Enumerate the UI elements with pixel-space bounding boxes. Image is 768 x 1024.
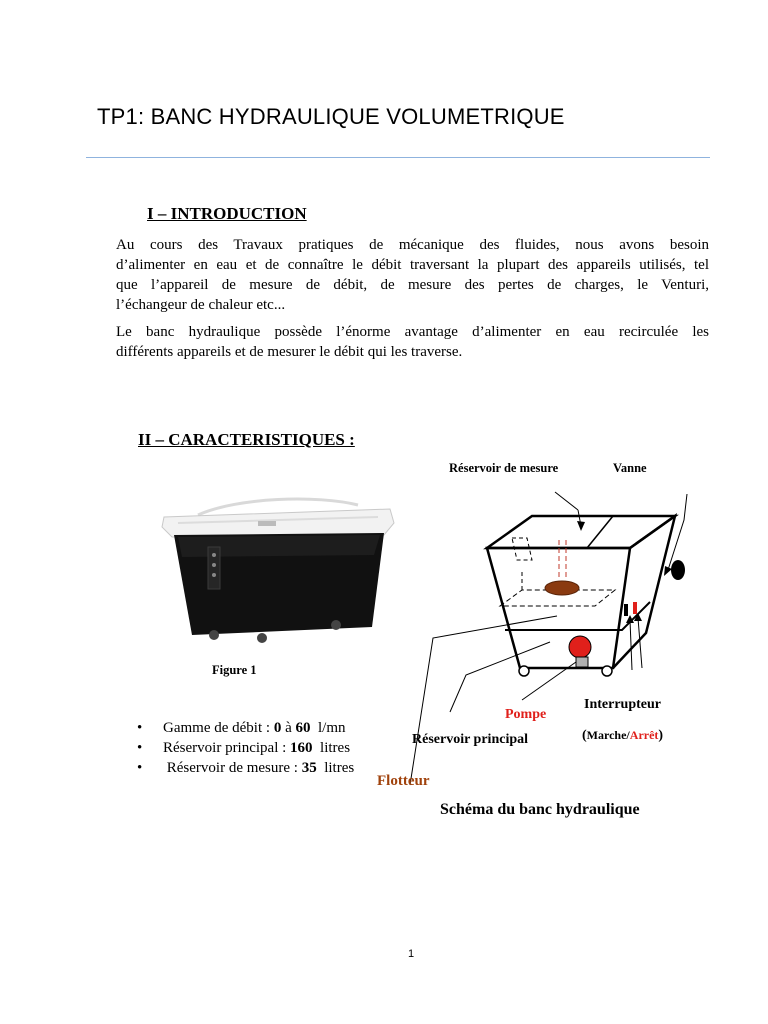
label-flotteur: Flotteur [377,773,430,789]
text-line: d’alimenter en eau et de connaître le débit traversant la plupart des appareils utilisés, tel [116,257,709,273]
list-item: • Gamme de débit : 0 à 60 l/mn [137,720,346,736]
page-title: TP1: BANC HYDRAULIQUE VOLUMETRIQUE [97,104,565,129]
bench-photo [158,495,398,647]
text-line: que l’appareil de mesure de débit, de mesure des pertes de charges, le Venturi, [116,277,709,293]
section-heading-caracteristiques: II – CARACTERISTIQUES : [138,430,355,449]
label-reservoir-mesure: Réservoir de mesure [449,461,559,475]
text-line: différents appareils et de mesurer le débit qui les traverse. [116,344,463,360]
bullet-icon: • [137,740,143,756]
intro-paragraph-1 [116,235,709,315]
hydraulic-bench-schema [400,480,720,800]
figure-caption: Figure 1 [212,663,257,677]
bullet-icon: • [137,760,143,776]
section-heading-introduction: I – INTRODUCTION [147,204,307,223]
schema-caption: Schéma du banc hydraulique [440,801,640,818]
title-divider [86,157,710,158]
text-line: l’échangeur de chaleur etc... [116,297,286,313]
text-line: Au cours des Travaux pratiques de mécanique des fluides, nous avons besoin [116,237,709,253]
list-item: • Réservoir principal : 160 litres [137,740,351,756]
label-reservoir-principal: Réservoir principal [412,732,529,747]
label-vanne: Vanne [613,461,647,475]
label-marche-arret: (Marche/Arrêt) [582,728,664,743]
list-item: • Réservoir de mesure : 35 litres [137,760,355,776]
label-pompe: Pompe [505,707,547,722]
intro-paragraph-2 [116,322,709,362]
specs-list [137,718,354,778]
page-number: 1 [408,948,415,960]
bullet-icon: • [137,720,143,736]
label-interrupteur: Interrupteur [584,697,661,712]
text-line: Le banc hydraulique possède l’énorme avantage d’alimenter en eau recirculée les [116,324,709,340]
